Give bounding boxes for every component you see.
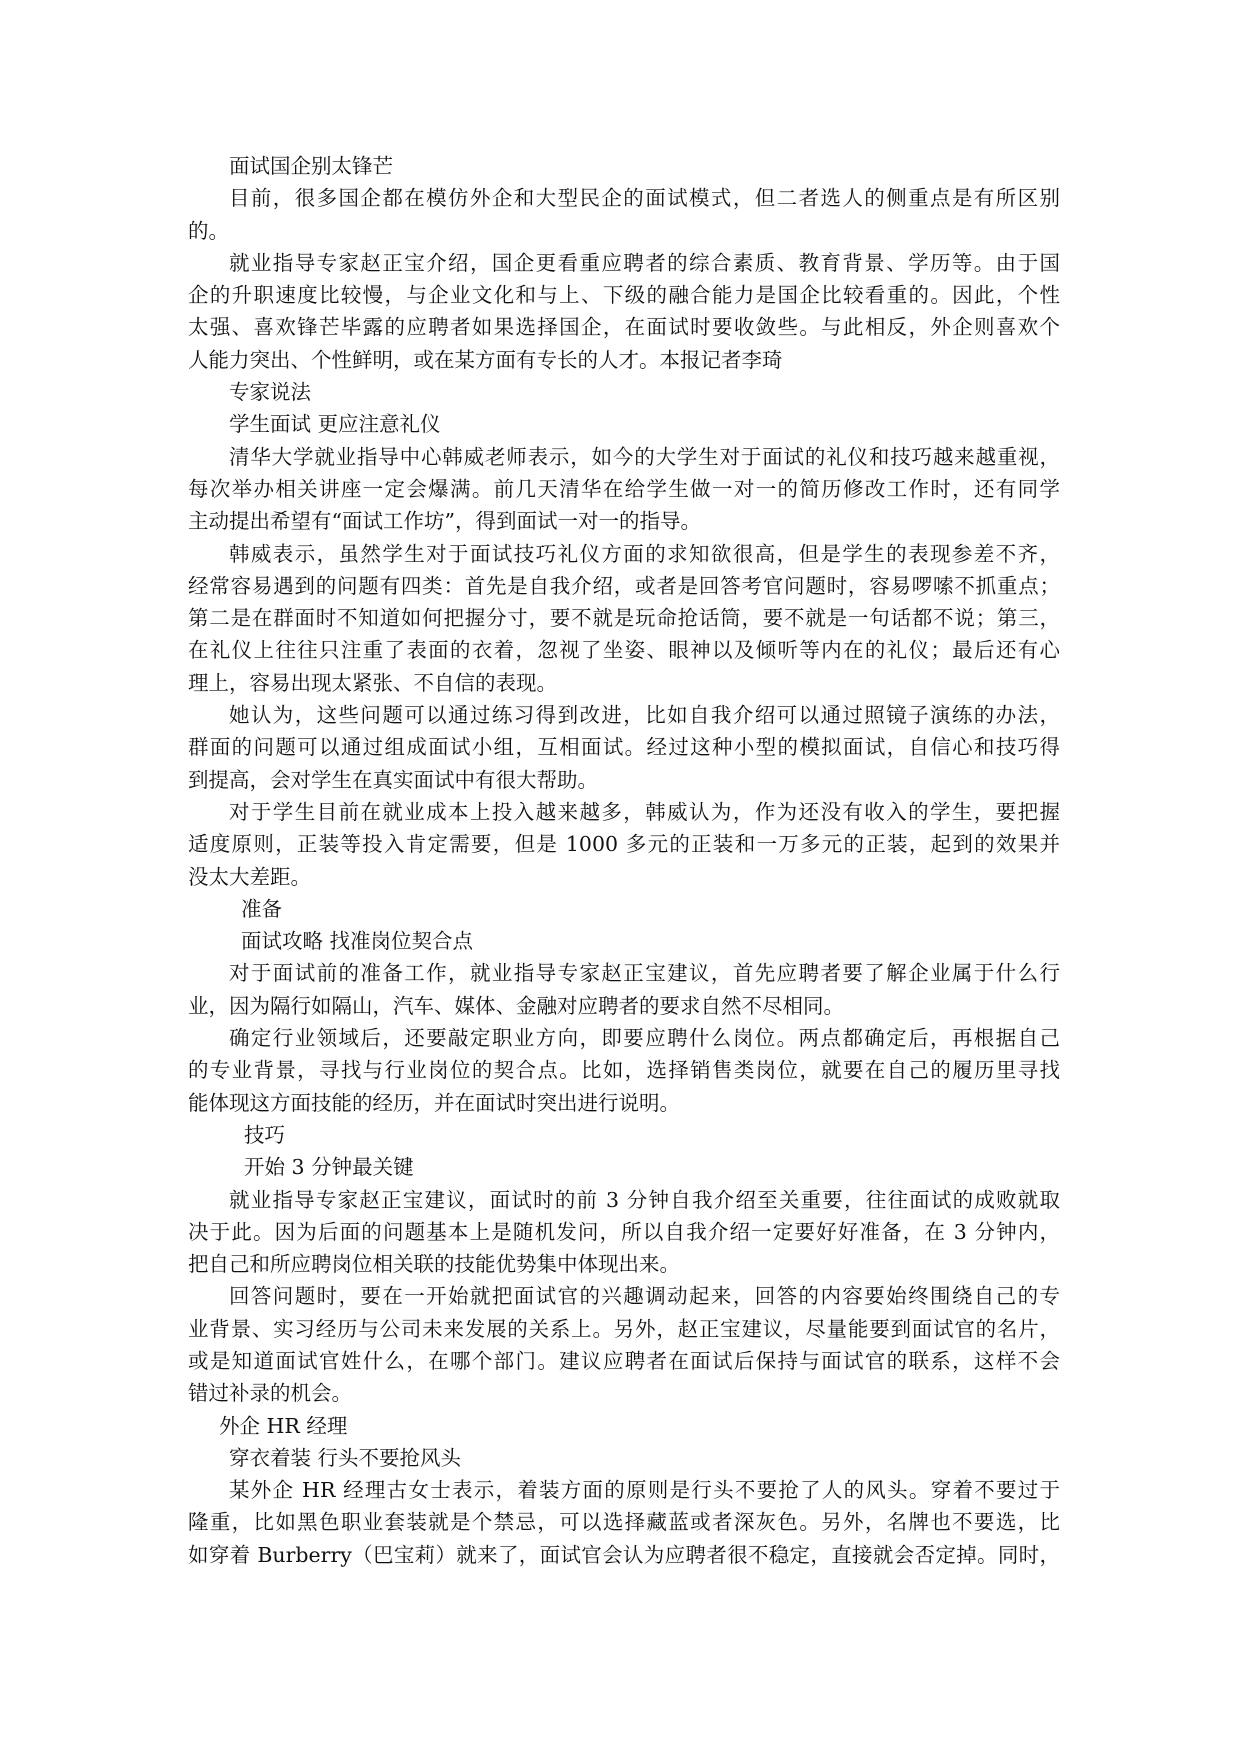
text-line: 回答问题时，要在一开始就把面试官的兴趣调动起来，回答的内容要始终围绕自己的专 bbox=[229, 1284, 1060, 1309]
text-line: 韩威表示，虽然学生对于面试技巧礼仪方面的求知欲很高，但是学生的表现参差不齐， bbox=[229, 541, 1060, 566]
text-line: 就业指导专家赵正宝建议，面试时的前 3 分钟自我介绍至关重要，往往面试的成败就取 bbox=[229, 1187, 1060, 1212]
text-line: 她认为，这些问题可以通过练习得到改进，比如自我介绍可以通过照镜子演练的办法， bbox=[229, 703, 1060, 728]
text-line: 隆重，比如黑色职业套装就是个禁忌，可以选择藏蓝或者深灰色。另外，名牌也不要选，比 bbox=[188, 1510, 1060, 1535]
text-line: 主动提出希望有“面试工作坊”，得到面试一对一的指导。 bbox=[188, 509, 701, 534]
text-line: 决于此。因为后面的问题基本上是随机发问，所以自我介绍一定要好好准备，在 3 分钟内， bbox=[188, 1219, 1060, 1244]
text-line: 目前，很多国企都在模仿外企和大型民企的面试模式，但二者选人的侧重点是有所区别 bbox=[229, 186, 1060, 211]
text-line: 技巧 bbox=[244, 1122, 285, 1147]
text-line: 的专业背景，寻找与行业岗位的契合点。比如，选择销售类岗位，就要在自己的履历里寻找 bbox=[188, 1058, 1060, 1083]
text-line: 业背景、实习经历与公司未来发展的关系上。另外，赵正宝建议，尽量能要到面试官的名片， bbox=[188, 1316, 1060, 1341]
text-line: 到提高，会对学生在真实面试中有很大帮助。 bbox=[188, 767, 598, 792]
text-line: 穿衣着装 行头不要抢风头 bbox=[229, 1445, 462, 1470]
text-line: 外企 HR 经理 bbox=[219, 1413, 348, 1438]
text-line: 太强、喜欢锋芒毕露的应聘者如果选择国企，在面试时要收敛些。与此相反，外企则喜欢个 bbox=[188, 315, 1060, 340]
text-line: 专家说法 bbox=[229, 380, 311, 405]
text-line: 业，因为隔行如隔山，汽车、媒体、金融对应聘者的要求自然不尽相同。 bbox=[188, 993, 844, 1018]
text-line: 的。 bbox=[188, 218, 229, 243]
text-line: 准备 bbox=[241, 896, 282, 921]
text-line: 清华大学就业指导中心韩威老师表示，如今的大学生对于面试的礼仪和技巧越来越重视， bbox=[229, 444, 1060, 469]
text-line: 错过补录的机会。 bbox=[188, 1381, 352, 1406]
text-line: 如穿着 Burberry（巴宝莉）就来了，面试官会认为应聘者很不稳定，直接就会否定掉。同时， bbox=[188, 1542, 1060, 1567]
text-line: 理上，容易出现太紧张、不自信的表现。 bbox=[188, 670, 557, 695]
text-line: 某外企 HR 经理古女士表示，着装方面的原则是行头不要抢了人的风头。穿着不要过于 bbox=[229, 1478, 1060, 1503]
text-line: 第二是在群面时不知道如何把握分寸，要不就是玩命抢话筒，要不就是一句话都不说；第三， bbox=[188, 606, 1060, 631]
text-line: 确定行业领域后，还要敲定职业方向，即要应聘什么岗位。两点都确定后，再根据自己 bbox=[229, 1026, 1060, 1051]
text-line: 企的升职速度比较慢，与企业文化和与上、下级的融合能力是国企比较看重的。因此，个性 bbox=[188, 283, 1060, 308]
text-line: 对于学生目前在就业成本上投入越来越多，韩威认为，作为还没有收入的学生，要把握 bbox=[229, 799, 1060, 824]
text-line: 或是知道面试官姓什么，在哪个部门。建议应聘者在面试后保持与面试官的联系，这样不会 bbox=[188, 1348, 1060, 1373]
text-line: 把自己和所应聘岗位相关联的技能优势集中体现出来。 bbox=[188, 1252, 680, 1277]
text-line: 对于面试前的准备工作，就业指导专家赵正宝建议，首先应聘者要了解企业属于什么行 bbox=[229, 961, 1060, 986]
text-line: 人能力突出、个性鲜明，或在某方面有专长的人才。本报记者李琦 bbox=[188, 347, 783, 372]
text-line: 面试国企别太锋芒 bbox=[229, 154, 393, 178]
document-page bbox=[188, 150, 1060, 1571]
text-line: 面试攻略 找准岗位契合点 bbox=[241, 929, 474, 954]
text-line: 能体现这方面技能的经历，并在面试时突出进行说明。 bbox=[188, 1090, 680, 1115]
text-line: 开始 3 分钟最关键 bbox=[244, 1155, 414, 1180]
text-line: 在礼仪上往往只注重了表面的衣着，忽视了坐姿、眼神以及倾听等内在的礼仪；最后还有心 bbox=[188, 638, 1060, 663]
text-line: 没太大差距。 bbox=[188, 864, 311, 889]
text-line: 经常容易遇到的问题有四类：首先是自我介绍，或者是回答考官问题时，容易啰嗦不抓重点； bbox=[188, 573, 1060, 598]
text-line: 适度原则，正装等投入肯定需要，但是 1000 多元的正装和一万多元的正装，起到的效果并 bbox=[188, 832, 1060, 857]
text-line: 就业指导专家赵正宝介绍，国企更看重应聘者的综合素质、教育背景、学历等。由于国 bbox=[229, 250, 1060, 275]
text-line: 每次举办相关讲座一定会爆满。前几天清华在给学生做一对一的简历修改工作时，还有同学 bbox=[188, 476, 1060, 501]
text-line: 群面的问题可以通过组成面试小组，互相面试。经过这种小型的模拟面试，自信心和技巧得 bbox=[188, 735, 1060, 760]
text-line: 学生面试 更应注意礼仪 bbox=[229, 412, 441, 437]
